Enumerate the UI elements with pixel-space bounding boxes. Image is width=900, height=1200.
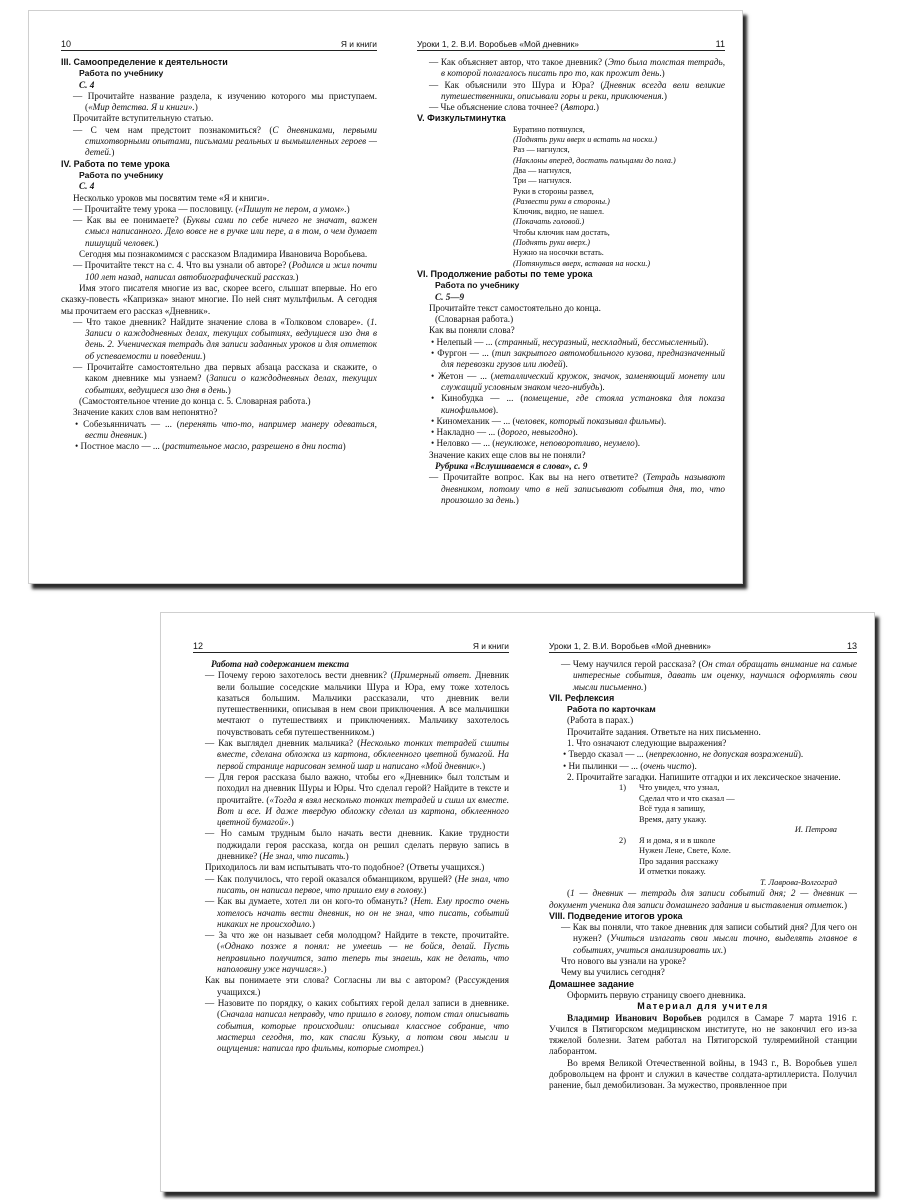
text-part: Как вы поняли, что такое дневник для записи событий дня? Для чего он нужен? (: [572, 922, 857, 944]
text-part: ): [643, 681, 647, 692]
text-part: Ни пылинки — ... (: [568, 760, 644, 771]
textbook-reference: С. 4: [79, 79, 95, 90]
page-number: 13: [846, 641, 857, 651]
page-text: [417, 57, 725, 506]
dialogue-line: Приходилось ли вам испытывать что-то подобное? (Ответы учащихся.): [205, 862, 485, 873]
text-part: С чем нам предстоит познакомиться? (: [90, 124, 273, 135]
text-part: ).: [797, 749, 804, 760]
italic-answer: дорого, невыгодно: [500, 427, 573, 438]
text-part: Почему герою захотелось вести дневник? (: [217, 670, 394, 681]
bullet-item: • Постное масло — ... (растительное масло, разрешено в дни поста): [75, 441, 346, 452]
italic-answer: непреклонно, не допуская возражений: [648, 749, 798, 760]
bullet-item: • Кинобудка — ... (помещение, где стояла установка для показа кинофильмов).: [431, 393, 725, 415]
page-text: [61, 57, 377, 452]
verse-line: Нужен Лене, Свете, Коле.: [639, 846, 731, 856]
page-11: [417, 11, 725, 583]
text-part: ): [227, 384, 231, 395]
subheading: Работа по карточкам: [567, 704, 656, 715]
text-part: родился в Самаре 7 марта 1916 г. Учился в Пятигорском медицинском институте, но не закончил его из-за тяжелой болезни. Затем работал на Пятигорской туляремийной станции лаборантом.: [549, 1012, 857, 1057]
text-part: ): [663, 90, 667, 101]
bullet-item: • Киномеханик — ... (человек, который показывал фильмы).: [431, 415, 667, 426]
page-text: [193, 659, 509, 1054]
text-part: Как вы ее понимаете? (: [86, 215, 187, 226]
italic-answer: помещение, где стояла установка для показа кинофильмов: [441, 393, 725, 415]
dialogue-line: — Чье объяснение слова точнее? (Автора.): [429, 102, 599, 113]
italic-answer: «Однако позже я понял: не умеешь — не бойся, делай. Пусть неправильно получится, зато теперь ты знаешь, как не делать, что наполовину уже научился».: [217, 941, 509, 975]
text-part: Киномеханик — ... (: [436, 415, 516, 426]
dialogue-line: Чему вы учились сегодня?: [561, 967, 665, 978]
italic-answer: Сначала написал неправду, что пришло в голову, потом стал описывать события, которые происходили: описывал классное собрание, что мастерил сегодня, то, как спасли Кузьку, а потом свои мысли и ощущения: написал про фильмы, которые смотрел.: [217, 1009, 509, 1054]
text-part: ).: [691, 760, 697, 771]
running-header: [61, 39, 377, 51]
verse-line: И отметки покажу.: [639, 867, 706, 877]
italic-answer: человек, который показывал фильмы: [515, 415, 661, 426]
text-part: .): [659, 68, 665, 79]
text-part: Фургон — ... (: [437, 348, 495, 359]
dialogue-line: — Как вы поняли, что такое дневник для записи событий дня? Для чего он нужен? (Учиться излагать свои мысли точно, выделять главное в событиях, учиться анализировать их.): [561, 922, 857, 955]
text-part: Жетон — ... (: [438, 370, 494, 381]
dialogue-line: — Что такое дневник? Найдите значение слова в «Толковом словаре». (1. Записи о каждодневных делах, текущих событиях, ведущиеся изо дня в день. 2. Ученическая тетрадь для записи заданных уроков и для отметок об успеваемости и поведении.): [73, 316, 377, 361]
text-part: Твердо сказал — ... (: [568, 749, 649, 760]
text-part: ): [311, 918, 315, 929]
section-heading: Материал для учителя: [637, 1001, 769, 1012]
text-part: Назовите по порядку, о каких событиях герой делал записи в дневнике. (: [217, 997, 509, 1020]
paragraph: (Словарная работа.): [435, 314, 514, 325]
paragraph: Во время Великой Отечественной войны, в 1943 г., В. Воробьев ушел добровольцем на фронт и служил в качестве солдата-артиллериста. Получил ранение, был демобилизован. За мужество, проявленное при: [549, 1057, 857, 1091]
text-part: Прочитайте самостоятельно два первых абзаца рассказа и скажите, о каком дневнике мы узнаем? (: [85, 362, 377, 384]
dialogue-line: — Как получилось, что герой оказался обманщиком, врушей? (Не знал, что писать, он написал первое, что пришло ему в голову.): [205, 873, 509, 895]
dialogue-line: — Прочитайте самостоятельно два первых абзаца рассказа и скажите, о каком дневнике мы узнаем? (Записи о каждодневных делах, текущих событиях, ведущиеся изо дня в день.): [73, 362, 377, 395]
running-header: [193, 641, 509, 653]
textbook-reference: С. 5—9: [435, 291, 465, 302]
italic-answer: Не знал, что писать, он написал первое, что пришло ему в голову.: [217, 873, 509, 895]
dialogue-line: Несколько уроков мы посвятим теме «Я и книги».: [73, 192, 270, 203]
text-part: ): [111, 147, 115, 158]
dialogue-line: — Прочитайте название раздела, к изучению которого мы приступаем. («Мир детства. Я и книги».): [73, 90, 377, 113]
text-part: Но самым трудным было начать вести дневник. Какие трудности поджидали героя рассказа, когда он решил сделать первую запись в дневнике? (: [217, 828, 509, 862]
text-part: ): [595, 102, 599, 113]
text-part: ): [323, 964, 327, 975]
textbook-reference: Рубрика «Вслушиваемся в слова», с. 9: [435, 460, 588, 471]
italic-answer: Родился и жил почти 100 лет назад, написал автобиографический рассказ.: [85, 260, 377, 282]
textbook-reference: С. 4: [79, 181, 95, 192]
text-part: ).: [492, 404, 499, 415]
text-part: ): [420, 1043, 424, 1054]
bullet-item: • Твердо сказал — ... (непреклонно, не допуская возражений).: [563, 749, 804, 760]
stage-direction: (Поднять руки вверх и встать на носки.): [513, 135, 657, 145]
text-part: ): [843, 899, 848, 910]
verse-line: Всё туда я запишу,: [639, 804, 706, 814]
page-number: 12: [193, 641, 204, 651]
paragraph: [549, 1013, 857, 1058]
dialogue-line: Что нового вы узнали на уроке?: [561, 956, 686, 967]
text-part: ): [342, 441, 346, 452]
italic-answer: «Пишут не пером, а умом».: [238, 203, 347, 214]
text-part: ): [345, 851, 349, 862]
section-heading: VIII. Подведение итогов урока: [549, 910, 683, 921]
text-part: Прочитайте текст на с. 4. Что вы узнали об авторе? (: [84, 260, 292, 271]
paragraph: (Работа в парах.): [567, 715, 634, 726]
page-text: [549, 659, 857, 1092]
italic-answer: Буквы сами по себе ничего не значат, важен смысл написанного. Дело вовсе не в ручке или пере, а в том, о чем думает пишущий человек.: [85, 215, 377, 248]
italic-answer: перенять что-то, например манеру одеваться, вести дневник.: [85, 418, 377, 440]
text-part: ): [143, 429, 147, 440]
verse-line: Буратино потянулся,: [513, 124, 585, 134]
verse-line: [549, 836, 857, 847]
top-page-spread: [28, 10, 743, 584]
text-part: Как получилось, что герой оказался обманщиком, врушей? (: [217, 873, 458, 884]
italic-answer: растительное масло, разрешено в дни поста: [165, 441, 343, 452]
verse-number: 1): [619, 783, 626, 793]
section-heading: VI. Продолжение работы по теме урока: [417, 268, 593, 279]
paragraph: 1. Что означают следующие выражения?: [567, 738, 727, 749]
bottom-page-spread: [160, 612, 875, 1192]
paragraph: Имя этого писателя многие из вас, скорее всего, слышат впервые. Но его сказку-повесть «Капризка» знают многие. По ней снят мультфильм. А сегодня мы прочитаем его рассказ «Дневник».: [61, 282, 377, 316]
text-part: ): [482, 760, 486, 771]
text-part: ).: [703, 336, 709, 347]
text-part: Собезьянничать — ... (: [83, 418, 180, 429]
text-part: ): [723, 944, 727, 955]
text-part: ).: [660, 415, 667, 426]
verse-line: Нужно на носочки встать.: [513, 248, 604, 258]
verse-author-name: И. Петрова: [794, 825, 837, 835]
verse-text: Что увидел, что узнал,: [639, 783, 720, 793]
text-part: ): [295, 271, 299, 282]
italic-answer: Не знал, что писать.: [262, 851, 346, 862]
bullet-item: • Собезьянничать — ... (перенять что-то, например манеру одеваться, вести дневник.): [75, 418, 377, 440]
italic-answer: 1 — дневник — тетрадь для записи событий дня; 2 — дневник — документ ученика для записи домашнего задания и выставления отметок.: [549, 888, 857, 910]
italic-answer: «Тогда я взял несколько тонких тетрадей и сшил их вместе. Вот и все. И даже твердую обложку сделал из картона, обклеенного цветной бумагой».: [217, 794, 509, 828]
verse-line: Время, дату укажу.: [639, 814, 707, 824]
paragraph: Сегодня мы познакомимся с рассказом Владимира Ивановича Воробьева.: [79, 249, 368, 260]
text-part: ): [202, 350, 206, 361]
verse-line: Руки в стороны развел,: [513, 186, 594, 196]
page-12: [193, 613, 509, 1191]
paragraph: Оформить первую страницу своего дневника.: [567, 989, 746, 1000]
text-part: (: [567, 888, 571, 899]
dialogue-line: — Назовите по порядку, о каких событиях герой делал записи в дневнике. (Сначала написал неправду, что пришло в голову, потом стал описывать события, которые происходили: описывал классное собрание, что мастерил сегодня, то, как спасли Кузьку, а потом свои мысли и ощущения: написал про фильмы, которые смотрел.): [205, 997, 509, 1054]
bullet-item: • Нелепый — ... (странный, несуразный, нескладный, бессмысленный).: [431, 336, 709, 347]
paragraph: [549, 888, 857, 911]
dialogue-line: — Как объяснили это Шура и Юра? (Дневник всегда вели великие путешественники, описывали горы и реки, приключения.): [429, 79, 725, 101]
text-part: Как выглядел дневник мальчика? (: [218, 738, 361, 749]
text-part: ).: [572, 427, 578, 438]
dialogue-line: — Как вы думаете, хотел ли он кого-то обмануть? (Нет. Ему просто очень хотелось начать вести дневник, но он не знал, что писать, событий никаких не происходило.): [205, 896, 509, 929]
italic-answer: тип закрытого автомобильного кузова, предназначенный для перевозки грузов или людей: [441, 348, 725, 370]
italic-answer: Тетрадь называют дневником, потому что в ней записывают события дня, то, что произошло за день.: [441, 472, 725, 505]
text-part: ): [515, 494, 519, 505]
stage-direction: (Наклоны вперед, достать пальцами до пола.): [513, 155, 676, 165]
paragraph: (Самостоятельное чтение до конца с. 5. Словарная работа.): [79, 395, 311, 406]
page-number: 10: [61, 39, 72, 49]
dialogue-line: — Прочитайте вопрос. Как вы на него ответите? (Тетрадь называют дневником, потому что в ней записывают события дня, то, что произошло за день.): [429, 472, 725, 505]
dialogue-line: — Как вы ее понимаете? (Буквы сами по себе ничего не значат, важен смысл написанного. Дело вовсе не в ручке или пере, а в том, о чем думает пишущий человек.): [73, 215, 377, 248]
stage-direction: (Потянуться вверх, вставая на носки.): [513, 258, 651, 268]
bullet-item: • Жетон — ... (металлический кружок, значок, заменяющий монету или служащий условным знаком чего-нибудь).: [431, 370, 725, 392]
verse-line: Про задания расскажу: [639, 856, 719, 866]
running-header: [549, 641, 857, 653]
dialogue-line: Значение каких еще слов вы не поняли?: [429, 449, 586, 460]
verse-number: 2): [619, 835, 626, 845]
dialogue-line: Как вы понимаете эти слова? Согласны ли вы с автором? (Рассуждения учащихся.): [205, 975, 509, 997]
text-part: ).: [562, 359, 568, 370]
text-part: ): [346, 203, 350, 214]
section-heading: III. Самоопределение к деятельности: [61, 57, 228, 67]
dialogue-line: — За что же он называет себя молодцом? Найдите в тексте, прочитайте. («Однако позже я понял: не умеешь — не бойся, делай. Пусть неправильно получится, зато теперь ты знаешь, как не делать, что наполовину уже научился».): [205, 930, 509, 975]
verse-text: Я и дома, я и в школе: [639, 835, 716, 845]
verse-line: Три — нагнулся.: [513, 176, 572, 186]
stage-direction: (Развести руки в стороны.): [513, 196, 610, 206]
verse-line: Два — нагнулся,: [513, 165, 572, 175]
italic-answer: Несколько тонких тетрадей сшиты вместе, сделана обложка из картона, обклеенного цветной бумагой. На первой странице нарисован земной шар и написано «Мой дневник».: [217, 738, 509, 771]
italic-answer: 1. Записи о каждодневных делах, текущих событиях, ведущиеся изо дня в день. 2. Ученическая тетрадь для записи заданных уроков и для отметок об успеваемости и поведении.: [85, 316, 377, 361]
text-part: Прочитайте тему урока — пословицу. (: [84, 203, 239, 214]
verse-author: [549, 878, 857, 889]
dialogue-line: — Прочитайте текст на с. 4. Что вы узнали об авторе? (Родился и жил почти 100 лет назад, написал автобиографический рассказ.): [73, 260, 377, 282]
text-part: Для героя рассказа было важно, чтобы его «Дневник» был толстым и походил на дневник Шуры и Юры. Что сделал герой? Найдите в тексте и прочитайте. (: [217, 771, 509, 805]
dialogue-line: — Как выглядел дневник мальчика? (Несколько тонких тетрадей сшиты вместе, сделана обложка из картона, обклеенного цветной бумагой. На первой странице нарисован земной шар и написано «Мой дневник».): [205, 738, 509, 771]
dialogue-line: — Почему герою захотелось вести дневник? (Примерный ответ. Дневник вели большие соседские мальчики Шура и Юра, ему тоже хотелось казаться большим. Мальчики рассказали, что дневник вели путешественники, описывая в нем свои приключения. А все мальчишки мечтают о путешествиях и приключениях. Мальчику захотелось почувствовать себя путешественником.): [205, 670, 509, 737]
text-part: Прочитайте название раздела, к изучению которого мы приступаем. (: [85, 90, 377, 113]
stage-direction: (Поднять руки вверх.): [513, 238, 590, 248]
dialogue-line: Как вы поняли слова?: [429, 325, 515, 336]
running-header: [417, 39, 725, 51]
verse-author-name: Т. Лаврова-Волгоград: [760, 877, 837, 887]
subheading: Работа по учебнику: [435, 280, 520, 291]
text-part: Прочитайте вопрос. Как вы на него ответите? (: [443, 472, 647, 483]
italic-answer: Записи о каждодневных делах, текущих событиях, ведущиеся изо дня в день.: [85, 373, 377, 395]
text-part: Дневник вели большие соседские мальчики Шура и Юра, ему тоже хотелось казаться большим. Мальчики рассказали, что дневник вели путешественники, описывая в нем свои приключения. А все мальчишки мечтают о путешествиях и приключениях. Мальчику захотелось почувствовать себя путешественником.): [217, 670, 509, 737]
bullet-item: • Ни пылинки — ... (очень чисто).: [563, 760, 697, 771]
dialogue-line: Прочитайте текст самостоятельно до конца.: [429, 302, 601, 313]
running-title: Уроки 1, 2. В.И. Воробьев «Мой дневник»: [417, 39, 579, 49]
text-part: За что же он называет себя молодцом? Найдите в тексте, прочитайте. (: [217, 930, 509, 952]
verse-line: Раз — нагнулся,: [513, 145, 570, 155]
italic-answer: неуклюже, неповоротливо, неумело: [495, 438, 635, 449]
italic-answer: «Мир детства. Я и книги».: [88, 102, 195, 113]
italic-answer: странный, несуразный, нескладный, бессмысленный: [497, 336, 704, 347]
verse-author: [549, 825, 857, 836]
section-heading: IV. Работа по теме урока: [61, 158, 170, 169]
italic-answer: Нет. Ему просто очень хотелось начать вести дневник, но он не знал, что писать, событий никаких не происходило.: [217, 896, 509, 929]
italic-answer: очень чисто: [643, 760, 692, 771]
text-part: Неловко — ... (: [436, 438, 496, 449]
text-part: ): [155, 237, 159, 248]
section-heading: V. Физкультминутка: [417, 113, 506, 124]
text-part: Чему научился герой рассказа? (: [572, 659, 702, 669]
italic-answer: Учиться излагать свои мысли точно, выделять главное в событиях, учиться анализировать их.: [573, 933, 857, 955]
text-part: Чье объяснение слова точнее? (: [440, 102, 564, 113]
dialogue-line: — С чем нам предстоит познакомиться? (С дневниками, первыми стихотворными опытами, письмами реальных и вымышленных героев — детей.): [73, 124, 377, 158]
paragraph: Прочитайте задания. Ответьте на них письменно.: [567, 726, 761, 737]
dialogue-line: — Но самым трудным было начать вести дневник. Какие трудности поджидали героя рассказа, когда он решил сделать первую запись в дневнике? (Не знал, что писать.): [205, 828, 509, 862]
italic-answer: С дневниками, первыми стихотворными опытами, письмами реальных и вымышленных героев — детей.: [85, 124, 377, 158]
page-13: [549, 613, 857, 1191]
italic-answer: Он стал обращать внимание на самые интересные события, давать им оценку, научился оформлять свои мысли письменно.: [573, 659, 857, 692]
text-part: Как вы думаете, хотел ли он кого-то обмануть? (: [217, 896, 414, 907]
dialogue-line: — Как объясняет автор, что такое дневник? (Это была толстая тетрадь, в которой полагалось писать про то, как прожит день.): [429, 57, 725, 79]
running-title: Я и книги: [340, 39, 377, 49]
text-part: Что такое дневник? Найдите значение слова в «Толковом словаре». (: [86, 316, 371, 327]
text-part: ): [423, 884, 427, 895]
page-10: [61, 11, 377, 583]
italic-answer: металлический кружок, значок, заменяющий монету или служащий условным знаком чего-нибудь: [441, 370, 725, 392]
text-part: Кинобудка — ... (: [441, 393, 524, 404]
text-part: Накладно — ... (: [436, 427, 501, 438]
bullet-item: • Неловко — ... (неуклюже, неповоротливо, неумело).: [431, 438, 641, 449]
italic-answer: Примерный ответ.: [393, 670, 472, 681]
text-part: Постное масло — ... (: [80, 441, 166, 452]
section-heading: VII. Рефлексия: [549, 692, 615, 703]
author-name: Владимир Иванович Воробьев: [567, 1012, 702, 1023]
subheading: Работа по учебнику: [79, 169, 164, 180]
textbook-reference: Работа над содержанием текста: [211, 659, 349, 669]
text-part: ): [290, 817, 294, 828]
stage-direction: (Покачать головой.): [513, 217, 585, 227]
paragraph: 2. Прочитайте загадки. Напишите отгадки и их лексическое значение.: [567, 771, 841, 782]
text-part: ): [194, 102, 198, 113]
dialogue-line: — Чему научился герой рассказа? (Он стал обращать внимание на самые интересные события, давать им оценку, научился оформлять свои мысли письменно.): [561, 659, 857, 692]
running-title: Уроки 1, 2. В.И. Воробьев «Мой дневник»: [549, 641, 711, 651]
dialogue-line: Прочитайте вступительную статью.: [73, 113, 214, 124]
text-part: ).: [599, 381, 605, 392]
text-part: Как объясняет автор, что такое дневник? (: [440, 57, 608, 67]
text-part: Как объяснили это Шура и Юра? (: [444, 79, 604, 90]
dialogue-line: — Для героя рассказа было важно, чтобы его «Дневник» был толстым и походил на дневник Шуры и Юры. Что сделал герой? Найдите в тексте и прочитайте. («Тогда я взял несколько тонких тетрадей и сшил их вместе. Вот и все. И даже твердую обложку сделал из картона, обклеенного цветной бумагой».): [205, 771, 509, 828]
verse-line: Чтобы ключик нам достать,: [513, 227, 610, 237]
dialogue-line: — Прочитайте тему урока — пословицу. («Пишут не пером, а умом».): [73, 203, 350, 214]
bullet-item: • Фургон — ... (тип закрытого автомобильного кузова, предназначенный для перевозки грузов или людей).: [431, 348, 725, 370]
dialogue-line: Значение каких слов вам непонятно?: [73, 407, 218, 418]
italic-answer: Это была толстая тетрадь, в которой полагалось писать про то, как прожит день: [441, 57, 725, 79]
text-part: ).: [634, 438, 641, 449]
verse-line: Сделал что и что сказал —: [639, 793, 735, 803]
verse-line: Ключик, видно, не нашел.: [513, 207, 605, 217]
running-title: Я и книги: [472, 641, 509, 651]
text-part: Нелепый — ... (: [436, 336, 498, 347]
italic-answer: Автора.: [563, 102, 596, 113]
bullet-item: • Накладно — ... (дорого, невыгодно).: [431, 427, 578, 438]
section-heading: Домашнее задание: [549, 978, 634, 989]
verse-line: [549, 783, 857, 794]
page-number: 11: [715, 39, 725, 49]
italic-answer: Дневник всегда вели великие путешественники, описывали горы и реки, приключения.: [441, 79, 725, 101]
subheading: Работа по учебнику: [79, 68, 164, 79]
